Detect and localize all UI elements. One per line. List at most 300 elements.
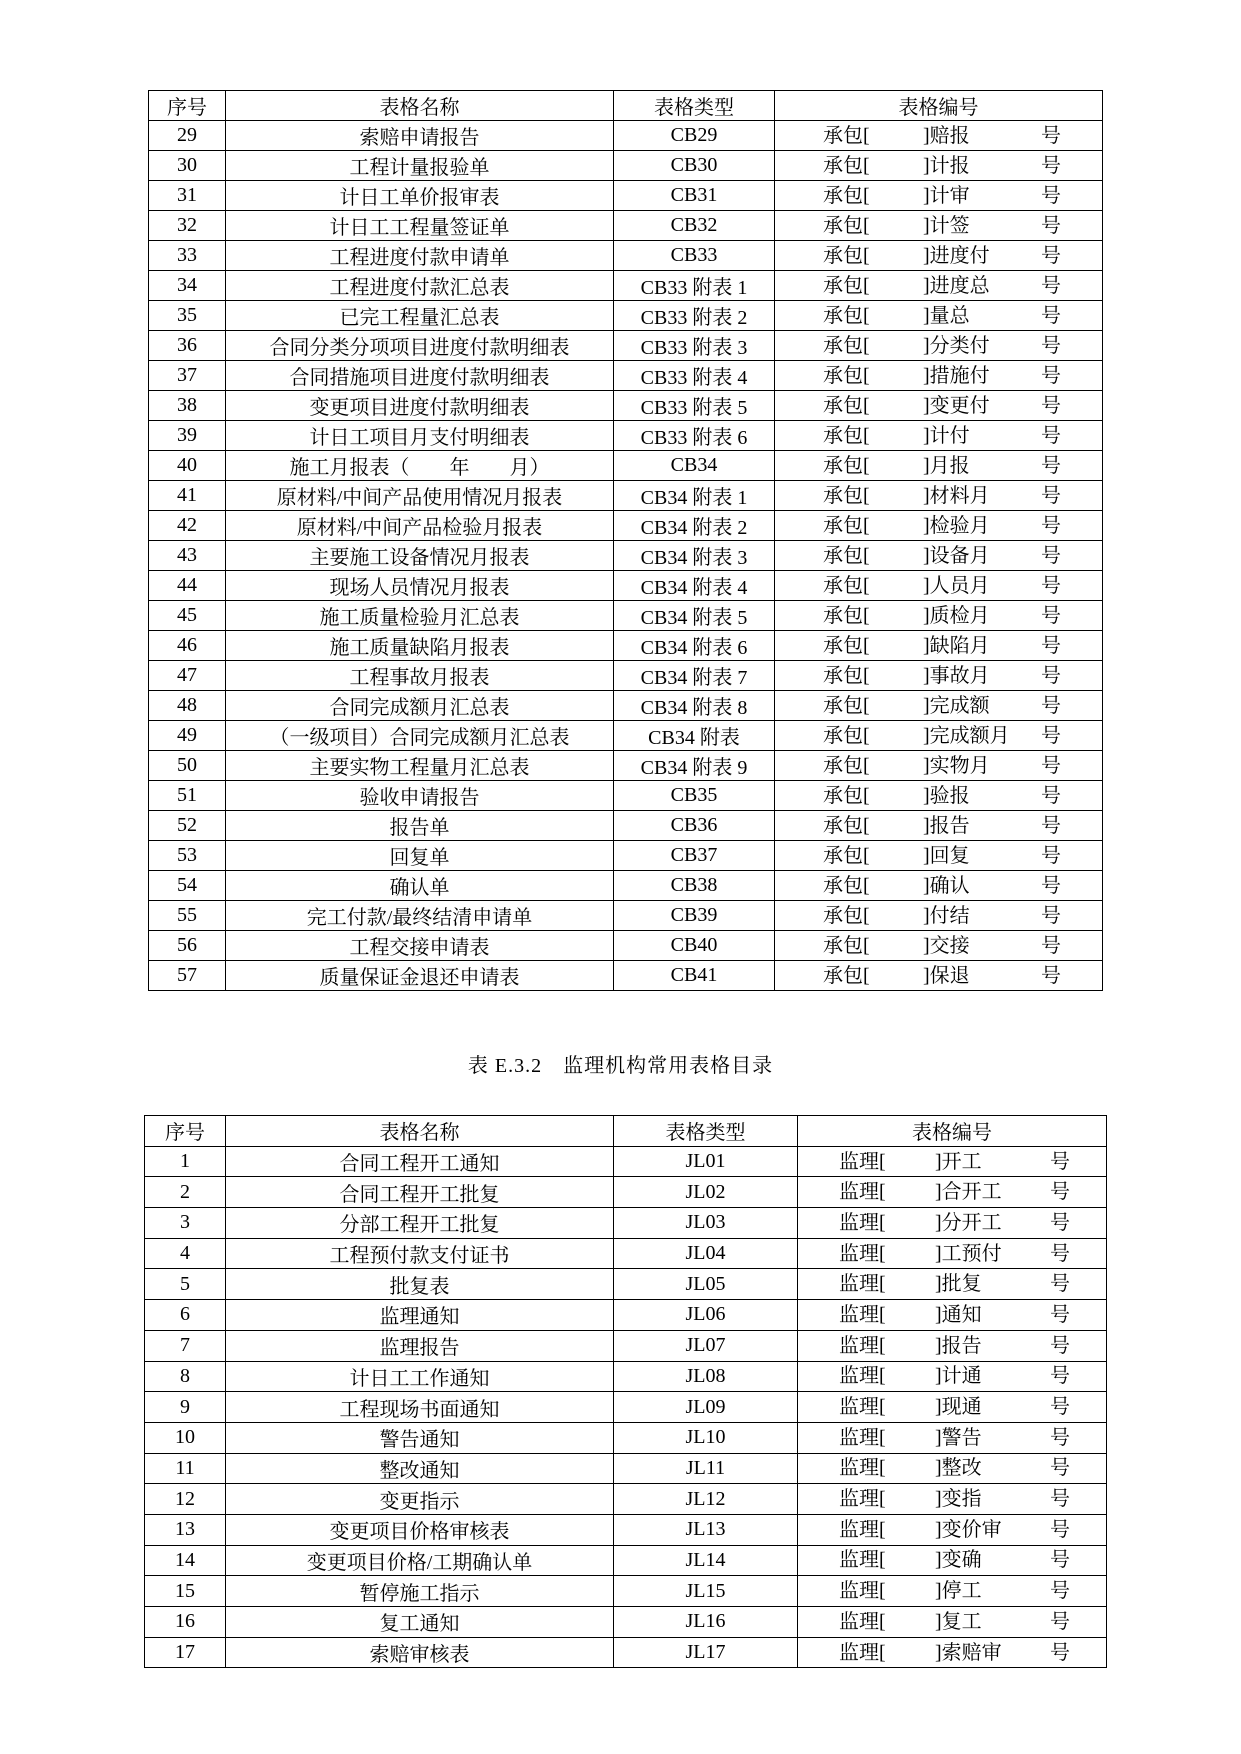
form-code-cell <box>775 211 1103 241</box>
form-code-cell <box>798 1238 1107 1269</box>
form-type: CB33 <box>614 241 775 271</box>
form-code-cell <box>775 601 1103 631</box>
form-code-prefix: 承包[ <box>823 574 870 597</box>
form-code-cell <box>775 151 1103 181</box>
form-code-prefix: 承包[ <box>823 364 870 387</box>
form-code-abbr: ]复工 <box>935 1610 982 1633</box>
form-code-abbr: ]完成额 <box>923 694 990 717</box>
row-serial: 51 <box>149 781 226 811</box>
form-code-suffix: 号 <box>1050 1457 1070 1480</box>
form-code-abbr: ]变指 <box>935 1488 982 1511</box>
form-type: JL10 <box>614 1422 798 1453</box>
table-row <box>149 571 1103 601</box>
form-code-suffix: 号 <box>1041 724 1061 747</box>
form-code-prefix: 监理[ <box>839 1518 886 1541</box>
row-serial: 15 <box>145 1576 226 1607</box>
form-code-cell <box>798 1576 1107 1607</box>
form-name: 计日工单价报审表 <box>226 181 614 211</box>
form-code-cell <box>775 511 1103 541</box>
form-code-cell <box>798 1208 1107 1239</box>
table-row <box>149 841 1103 871</box>
form-code-suffix: 号 <box>1050 1303 1070 1326</box>
form-code-suffix: 号 <box>1041 574 1061 597</box>
form-code-abbr: ]合开工 <box>935 1181 1002 1204</box>
table-row <box>149 481 1103 511</box>
form-code-cell <box>775 931 1103 961</box>
form-code-suffix: 号 <box>1041 844 1061 867</box>
form-code-abbr: ]变更付 <box>923 394 990 417</box>
form-name: 计日工工程量签证单 <box>226 211 614 241</box>
form-code-suffix: 号 <box>1050 1396 1070 1419</box>
form-type: CB34 附表 4 <box>614 571 775 601</box>
form-type: CB33 附表 2 <box>614 301 775 331</box>
table-row <box>149 361 1103 391</box>
form-name: 工程预付款支付证书 <box>226 1238 614 1269</box>
form-type: CB31 <box>614 181 775 211</box>
form-name: 质量保证金退还申请表 <box>226 961 614 991</box>
form-type: JL01 <box>614 1146 798 1177</box>
form-code-suffix: 号 <box>1050 1641 1070 1664</box>
row-serial: 57 <box>149 961 226 991</box>
table-row <box>149 181 1103 211</box>
form-type: CB32 <box>614 211 775 241</box>
row-serial: 31 <box>149 181 226 211</box>
form-code-suffix: 号 <box>1050 1488 1070 1511</box>
table-row <box>149 661 1103 691</box>
form-code-cell <box>775 871 1103 901</box>
row-serial: 37 <box>149 361 226 391</box>
row-serial: 42 <box>149 511 226 541</box>
form-code-cell <box>798 1177 1107 1208</box>
form-code-suffix: 号 <box>1041 604 1061 627</box>
row-serial: 36 <box>149 331 226 361</box>
form-code-suffix: 号 <box>1041 544 1061 567</box>
form-name: 变更项目价格/工期确认单 <box>226 1545 614 1576</box>
form-code-prefix: 承包[ <box>823 724 870 747</box>
form-name: 主要施工设备情况月报表 <box>226 541 614 571</box>
form-code-cell <box>775 661 1103 691</box>
form-code-prefix: 承包[ <box>823 304 870 327</box>
table-row <box>149 331 1103 361</box>
form-name: 合同工程开工通知 <box>226 1146 614 1177</box>
form-code-suffix: 号 <box>1041 154 1061 177</box>
form-code-abbr: ]警告 <box>935 1426 982 1449</box>
form-code-suffix: 号 <box>1050 1580 1070 1603</box>
form-name: 工程计量报验单 <box>226 151 614 181</box>
form-code-suffix: 号 <box>1041 484 1061 507</box>
form-type: JL17 <box>614 1637 798 1668</box>
form-type: CB36 <box>614 811 775 841</box>
form-code-suffix: 号 <box>1050 1518 1070 1541</box>
form-name: 确认单 <box>226 871 614 901</box>
form-type: CB38 <box>614 871 775 901</box>
row-serial: 6 <box>145 1300 226 1331</box>
form-type: JL04 <box>614 1238 798 1269</box>
table-row <box>145 1576 1107 1607</box>
form-code-suffix: 号 <box>1041 334 1061 357</box>
form-code-suffix: 号 <box>1041 874 1061 897</box>
row-serial: 48 <box>149 691 226 721</box>
form-code-prefix: 监理[ <box>839 1457 886 1480</box>
form-name: 警告通知 <box>226 1422 614 1453</box>
form-code-suffix: 号 <box>1041 634 1061 657</box>
form-code-suffix: 号 <box>1041 934 1061 957</box>
form-code-suffix: 号 <box>1050 1273 1070 1296</box>
form-type: CB33 附表 3 <box>614 331 775 361</box>
form-code-prefix: 承包[ <box>823 784 870 807</box>
form-code-suffix: 号 <box>1041 694 1061 717</box>
form-code-prefix: 承包[ <box>823 274 870 297</box>
table-row <box>149 901 1103 931</box>
form-name: （一级项目）合同完成额月汇总表 <box>226 721 614 751</box>
form-code-prefix: 监理[ <box>839 1334 886 1357</box>
form-code-abbr: ]付结 <box>923 904 970 927</box>
form-type: JL08 <box>614 1361 798 1392</box>
row-serial: 13 <box>145 1514 226 1545</box>
form-code-cell <box>775 301 1103 331</box>
row-serial: 53 <box>149 841 226 871</box>
form-type: CB35 <box>614 781 775 811</box>
form-name: 索赔审核表 <box>226 1637 614 1668</box>
table-row <box>145 1637 1107 1668</box>
form-name: 工程进度付款汇总表 <box>226 271 614 301</box>
form-code-prefix: 承包[ <box>823 244 870 267</box>
form-code-abbr: ]变价审 <box>935 1518 1002 1541</box>
form-code-suffix: 号 <box>1041 274 1061 297</box>
form-code-abbr: ]验报 <box>923 784 970 807</box>
row-serial: 45 <box>149 601 226 631</box>
form-code-cell <box>775 241 1103 271</box>
table-row <box>145 1392 1107 1423</box>
row-serial: 50 <box>149 751 226 781</box>
form-code-prefix: 承包[ <box>823 634 870 657</box>
form-code-cell <box>775 121 1103 151</box>
table-row <box>149 961 1103 991</box>
form-code-abbr: ]计签 <box>923 214 970 237</box>
table-row <box>145 1146 1107 1177</box>
header-form-name: 表格名称 <box>226 91 614 121</box>
form-code-cell <box>798 1146 1107 1177</box>
form-code-abbr: ]分类付 <box>923 334 990 357</box>
form-code-cell <box>775 391 1103 421</box>
row-serial: 14 <box>145 1545 226 1576</box>
table-row <box>149 811 1103 841</box>
row-serial: 29 <box>149 121 226 151</box>
form-code-suffix: 号 <box>1050 1150 1070 1173</box>
form-code-prefix: 监理[ <box>839 1549 886 1572</box>
form-code-suffix: 号 <box>1041 214 1061 237</box>
form-code-abbr: ]进度总 <box>923 274 990 297</box>
form-code-prefix: 承包[ <box>823 604 870 627</box>
form-code-cell <box>775 751 1103 781</box>
form-code-cell <box>775 481 1103 511</box>
form-name: 整改通知 <box>226 1453 614 1484</box>
row-serial: 47 <box>149 661 226 691</box>
form-type: CB34 附表 9 <box>614 751 775 781</box>
form-code-prefix: 承包[ <box>823 514 870 537</box>
form-code-prefix: 承包[ <box>823 334 870 357</box>
table-row <box>149 121 1103 151</box>
row-serial: 32 <box>149 211 226 241</box>
form-code-abbr: ]检验月 <box>923 514 990 537</box>
form-type: CB37 <box>614 841 775 871</box>
form-name: 施工质量缺陷月报表 <box>226 631 614 661</box>
form-type: CB33 附表 5 <box>614 391 775 421</box>
form-code-prefix: 监理[ <box>839 1396 886 1419</box>
form-code-abbr: ]质检月 <box>923 604 990 627</box>
table-row <box>145 1361 1107 1392</box>
form-type: CB41 <box>614 961 775 991</box>
form-type: JL11 <box>614 1453 798 1484</box>
row-serial: 10 <box>145 1422 226 1453</box>
form-code-abbr: ]事故月 <box>923 664 990 687</box>
form-name: 合同措施项目进度付款明细表 <box>226 361 614 391</box>
form-code-prefix: 承包[ <box>823 184 870 207</box>
form-code-abbr: ]索赔审 <box>935 1641 1002 1664</box>
row-serial: 46 <box>149 631 226 661</box>
table-body <box>149 91 1103 991</box>
form-type: CB33 附表 1 <box>614 271 775 301</box>
row-serial: 54 <box>149 871 226 901</box>
supervisor-forms-table <box>144 1115 1107 1668</box>
form-name: 施工质量检验月汇总表 <box>226 601 614 631</box>
table-row <box>145 1607 1107 1638</box>
form-code-prefix: 承包[ <box>823 874 870 897</box>
table-row <box>149 271 1103 301</box>
table-row <box>149 211 1103 241</box>
form-type: CB34 附表 3 <box>614 541 775 571</box>
table-row <box>149 451 1103 481</box>
form-name: 合同工程开工批复 <box>226 1177 614 1208</box>
form-code-prefix: 监理[ <box>839 1242 886 1265</box>
form-code-prefix: 承包[ <box>823 424 870 447</box>
form-code-prefix: 承包[ <box>823 754 870 777</box>
form-code-suffix: 号 <box>1041 424 1061 447</box>
form-name: 施工月报表（ 年 月） <box>226 451 614 481</box>
row-serial: 43 <box>149 541 226 571</box>
form-name: 变更项目进度付款明细表 <box>226 391 614 421</box>
form-name: 批复表 <box>226 1269 614 1300</box>
form-code-prefix: 承包[ <box>823 154 870 177</box>
form-type: CB34 <box>614 451 775 481</box>
form-name: 合同分类分项项目进度付款明细表 <box>226 331 614 361</box>
row-serial: 34 <box>149 271 226 301</box>
form-code-suffix: 号 <box>1041 304 1061 327</box>
form-name: 复工通知 <box>226 1607 614 1638</box>
form-code-prefix: 监理[ <box>839 1211 886 1234</box>
table-row <box>145 1514 1107 1545</box>
form-name: 监理报告 <box>226 1330 614 1361</box>
form-code-abbr: ]报告 <box>923 814 970 837</box>
form-code-abbr: ]批复 <box>935 1273 982 1296</box>
table-row <box>145 1177 1107 1208</box>
form-code-suffix: 号 <box>1050 1242 1070 1265</box>
form-code-prefix: 承包[ <box>823 124 870 147</box>
form-code-prefix: 承包[ <box>823 694 870 717</box>
form-type: CB34 附表 2 <box>614 511 775 541</box>
form-type: CB34 附表 8 <box>614 691 775 721</box>
table-body <box>145 1116 1107 1668</box>
form-code-cell <box>775 631 1103 661</box>
form-type: CB34 附表 1 <box>614 481 775 511</box>
form-name: 索赔申请报告 <box>226 121 614 151</box>
form-type: CB33 附表 6 <box>614 421 775 451</box>
form-code-cell <box>798 1484 1107 1515</box>
form-code-cell <box>775 721 1103 751</box>
header-serial: 序号 <box>145 1116 226 1147</box>
row-serial: 35 <box>149 301 226 331</box>
form-code-suffix: 号 <box>1041 754 1061 777</box>
form-name: 变更项目价格审核表 <box>226 1514 614 1545</box>
form-name: 工程现场书面通知 <box>226 1392 614 1423</box>
form-code-cell <box>798 1269 1107 1300</box>
form-code-cell <box>798 1422 1107 1453</box>
form-code-prefix: 承包[ <box>823 454 870 477</box>
row-serial: 1 <box>145 1146 226 1177</box>
table-row <box>149 781 1103 811</box>
table-row <box>149 631 1103 661</box>
table-row <box>149 751 1103 781</box>
table-row <box>149 421 1103 451</box>
table-row <box>145 1484 1107 1515</box>
form-code-suffix: 号 <box>1041 514 1061 537</box>
form-name: 变更指示 <box>226 1484 614 1515</box>
form-code-cell <box>798 1607 1107 1638</box>
form-code-abbr: ]交接 <box>923 934 970 957</box>
form-code-prefix: 监理[ <box>839 1580 886 1603</box>
table-row <box>145 1545 1107 1576</box>
form-code-prefix: 承包[ <box>823 664 870 687</box>
table-row <box>149 541 1103 571</box>
form-type: CB34 附表 6 <box>614 631 775 661</box>
header-form-code: 表格编号 <box>798 1116 1107 1147</box>
form-code-prefix: 承包[ <box>823 544 870 567</box>
row-serial: 2 <box>145 1177 226 1208</box>
form-name: 已完工程量汇总表 <box>226 301 614 331</box>
table-row <box>145 1208 1107 1239</box>
form-code-cell <box>775 901 1103 931</box>
form-code-abbr: ]保退 <box>923 964 970 987</box>
form-name: 原材料/中间产品检验月报表 <box>226 511 614 541</box>
form-code-suffix: 号 <box>1041 124 1061 147</box>
form-name: 工程进度付款申请单 <box>226 241 614 271</box>
form-code-cell <box>775 691 1103 721</box>
form-code-abbr: ]月报 <box>923 454 970 477</box>
form-code-abbr: ]计付 <box>923 424 970 447</box>
table-row <box>145 1300 1107 1331</box>
form-code-suffix: 号 <box>1050 1181 1070 1204</box>
header-row <box>149 91 1103 121</box>
table-row <box>149 601 1103 631</box>
form-type: JL06 <box>614 1300 798 1331</box>
form-code-abbr: ]计报 <box>923 154 970 177</box>
form-type: CB40 <box>614 931 775 961</box>
form-type: JL03 <box>614 1208 798 1239</box>
row-serial: 40 <box>149 451 226 481</box>
header-form-code: 表格编号 <box>775 91 1103 121</box>
form-name: 工程交接申请表 <box>226 931 614 961</box>
form-type: JL07 <box>614 1330 798 1361</box>
form-code-suffix: 号 <box>1050 1211 1070 1234</box>
row-serial: 44 <box>149 571 226 601</box>
form-code-prefix: 承包[ <box>823 484 870 507</box>
row-serial: 17 <box>145 1637 226 1668</box>
form-code-abbr: ]通知 <box>935 1303 982 1326</box>
header-form-type: 表格类型 <box>614 1116 798 1147</box>
form-code-abbr: ]设备月 <box>923 544 990 567</box>
form-code-cell <box>775 841 1103 871</box>
form-code-cell <box>798 1361 1107 1392</box>
form-code-suffix: 号 <box>1041 394 1061 417</box>
form-name: 计日工项目月支付明细表 <box>226 421 614 451</box>
form-code-cell <box>775 961 1103 991</box>
form-type: CB33 附表 4 <box>614 361 775 391</box>
form-code-abbr: ]开工 <box>935 1150 982 1173</box>
form-code-prefix: 监理[ <box>839 1365 886 1388</box>
form-code-suffix: 号 <box>1050 1549 1070 1572</box>
form-type: CB30 <box>614 151 775 181</box>
form-code-abbr: ]材料月 <box>923 484 990 507</box>
row-serial: 12 <box>145 1484 226 1515</box>
row-serial: 55 <box>149 901 226 931</box>
form-code-prefix: 承包[ <box>823 904 870 927</box>
form-code-cell <box>775 451 1103 481</box>
form-code-abbr: ]停工 <box>935 1580 982 1603</box>
form-code-cell <box>775 811 1103 841</box>
form-type: JL16 <box>614 1607 798 1638</box>
table-row <box>145 1269 1107 1300</box>
form-name: 报告单 <box>226 811 614 841</box>
row-serial: 9 <box>145 1392 226 1423</box>
form-code-prefix: 承包[ <box>823 394 870 417</box>
form-code-prefix: 监理[ <box>839 1150 886 1173</box>
form-code-prefix: 承包[ <box>823 844 870 867</box>
form-type: JL15 <box>614 1576 798 1607</box>
form-code-prefix: 承包[ <box>823 934 870 957</box>
form-code-cell <box>798 1300 1107 1331</box>
row-serial: 39 <box>149 421 226 451</box>
table-row <box>145 1453 1107 1484</box>
row-serial: 8 <box>145 1361 226 1392</box>
form-code-abbr: ]现通 <box>935 1396 982 1419</box>
form-code-prefix: 承包[ <box>823 214 870 237</box>
form-code-abbr: ]进度付 <box>923 244 990 267</box>
row-serial: 5 <box>145 1269 226 1300</box>
form-code-abbr: ]变确 <box>935 1549 982 1572</box>
table-caption: 表 E.3.2 监理机构常用表格目录 <box>467 1055 774 1077</box>
form-code-abbr: ]量总 <box>923 304 970 327</box>
form-code-prefix: 承包[ <box>823 814 870 837</box>
form-name: 原材料/中间产品使用情况月报表 <box>226 481 614 511</box>
form-code-abbr: ]缺陷月 <box>923 634 990 657</box>
row-serial: 52 <box>149 811 226 841</box>
form-code-cell <box>775 271 1103 301</box>
form-name: 分部工程开工批复 <box>226 1208 614 1239</box>
table-row <box>145 1422 1107 1453</box>
header-serial: 序号 <box>149 91 226 121</box>
form-code-suffix: 号 <box>1041 664 1061 687</box>
form-code-cell <box>798 1514 1107 1545</box>
form-code-cell <box>775 571 1103 601</box>
form-type: JL12 <box>614 1484 798 1515</box>
form-code-prefix: 监理[ <box>839 1610 886 1633</box>
table-row <box>149 151 1103 181</box>
form-type: CB34 附表 7 <box>614 661 775 691</box>
row-serial: 41 <box>149 481 226 511</box>
form-code-abbr: ]计通 <box>935 1365 982 1388</box>
row-serial: 16 <box>145 1607 226 1638</box>
form-name: 监理通知 <box>226 1300 614 1331</box>
